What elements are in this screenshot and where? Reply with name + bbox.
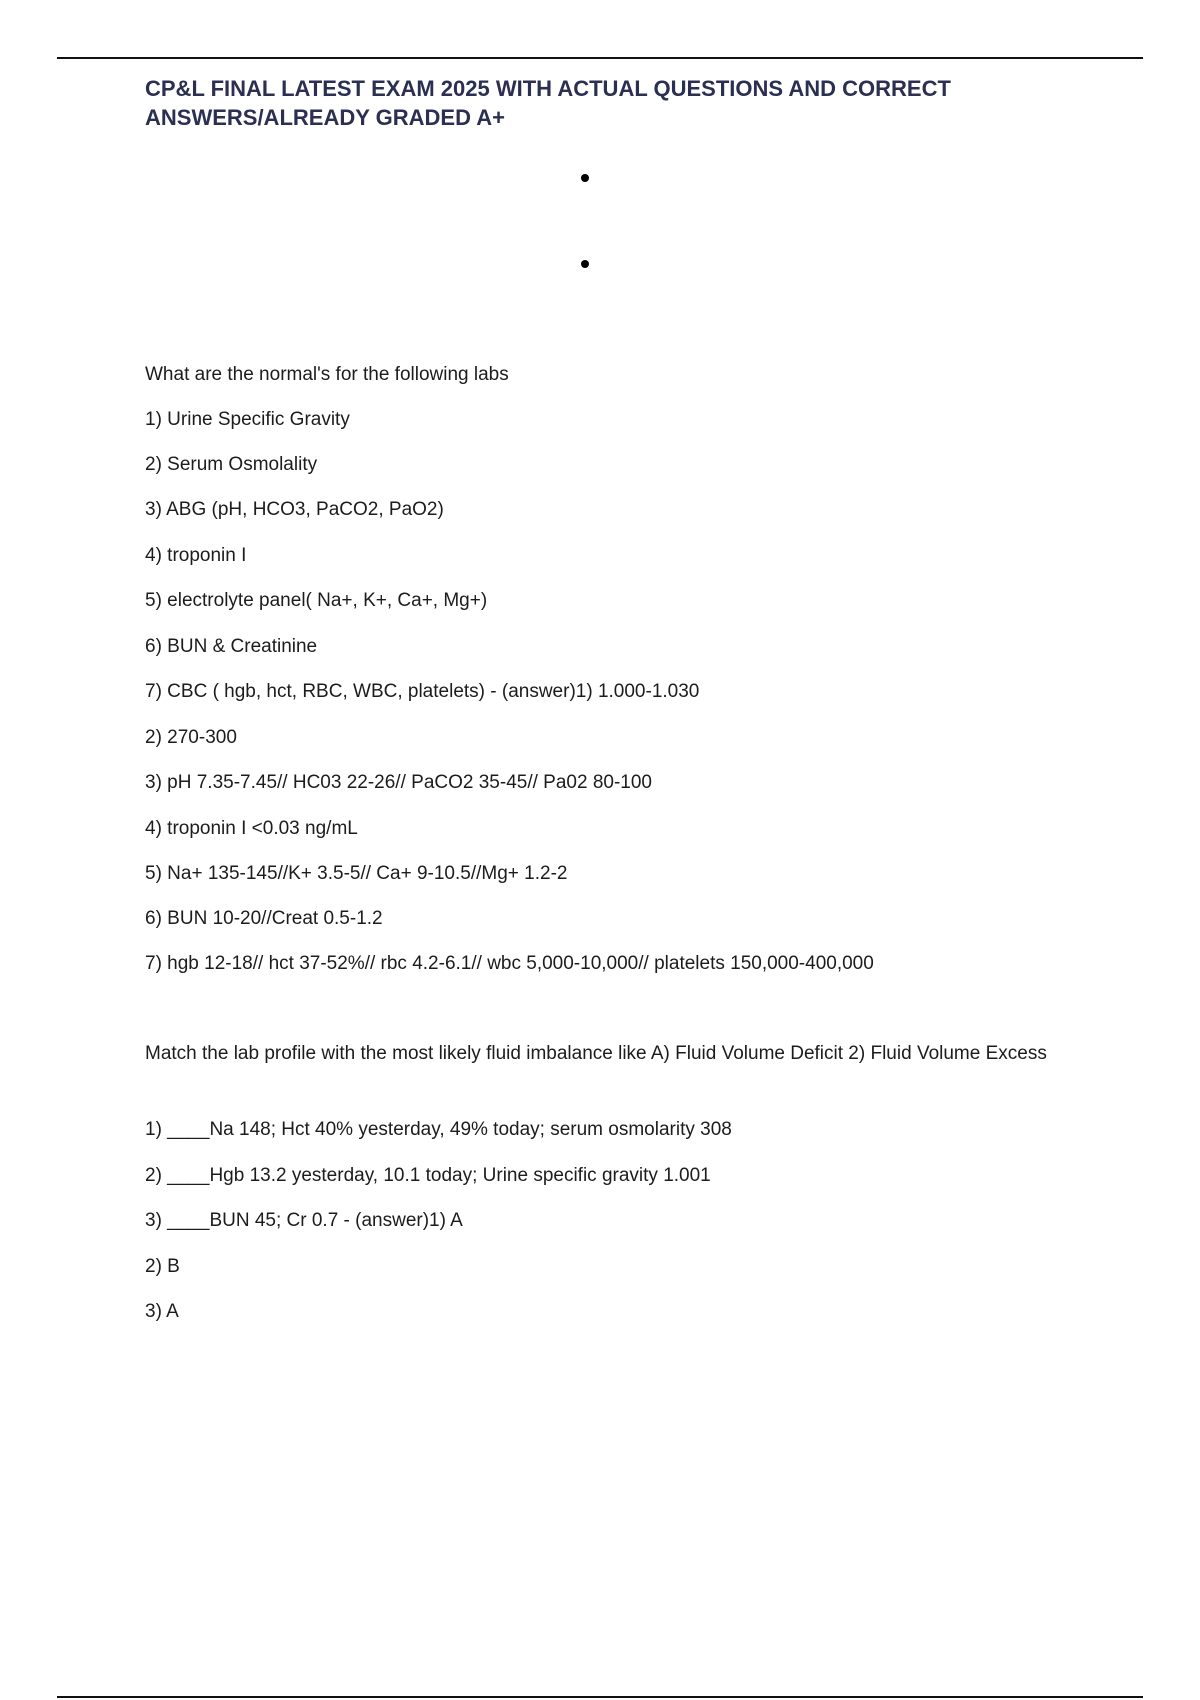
document-title — [145, 74, 1105, 132]
text-line: 3) A — [145, 1301, 179, 1322]
title-line-1: CP&L FINAL LATEST EXAM 2025 WITH ACTUAL QUESTIONS AND CORRECT — [145, 76, 951, 101]
text-line: 7) CBC ( hgb, hct, RBC, WBC, platelets) - (answer)1) 1.000-1.030 — [145, 681, 700, 702]
title-line-2: ANSWERS/ALREADY GRADED A+ — [145, 105, 505, 130]
text-line: 6) BUN 10-20//Creat 0.5-1.2 — [145, 908, 383, 929]
text-line: 2) ____Hgb 13.2 yesterday, 10.1 today; Urine specific gravity 1.001 — [145, 1165, 711, 1186]
text-line: 1) Urine Specific Gravity — [145, 409, 350, 430]
text-line: 2) 270-300 — [145, 727, 237, 748]
text-line: 4) troponin I — [145, 545, 247, 566]
text-line: 4) troponin I <0.03 ng/mL — [145, 818, 358, 839]
text-line: 3) pH 7.35-7.45// HC03 22-26// PaCO2 35-45// Pa02 80-100 — [145, 772, 652, 793]
text-line: 2) Serum Osmolality — [145, 454, 318, 475]
text-line: 6) BUN & Creatinine — [145, 636, 318, 657]
text-line: 7) hgb 12-18// hct 37-52%// rbc 4.2-6.1// wbc 5,000-10,000// platelets 150,000-400,000 — [145, 953, 874, 974]
text-line: 1) ____Na 148; Hct 40% yesterday, 49% today; serum osmolarity 308 — [145, 1119, 732, 1140]
text-line: 2) B — [145, 1256, 180, 1277]
question-fluid-imbalance: Match the lab profile with the most likely fluid imbalance like A) Fluid Volume Deficit 2) Fluid Volume Excess — [145, 1043, 1047, 1064]
text-line: 3) ABG (pH, HCO3, PaCO2, PaO2) — [145, 499, 444, 520]
bottom-rule — [57, 1696, 1143, 1698]
bullet-icon — [581, 174, 589, 182]
text-line: 3) ____BUN 45; Cr 0.7 - (answer)1) A — [145, 1210, 463, 1231]
text-line: 5) Na+ 135-145//K+ 3.5-5// Ca+ 9-10.5//Mg+ 1.2-2 — [145, 863, 568, 884]
text-line: 5) electrolyte panel( Na+, K+, Ca+, Mg+) — [145, 590, 488, 611]
question-labs-normals: What are the normal's for the following labs — [145, 364, 509, 385]
bullet-icon — [581, 260, 589, 268]
top-rule — [57, 57, 1143, 59]
